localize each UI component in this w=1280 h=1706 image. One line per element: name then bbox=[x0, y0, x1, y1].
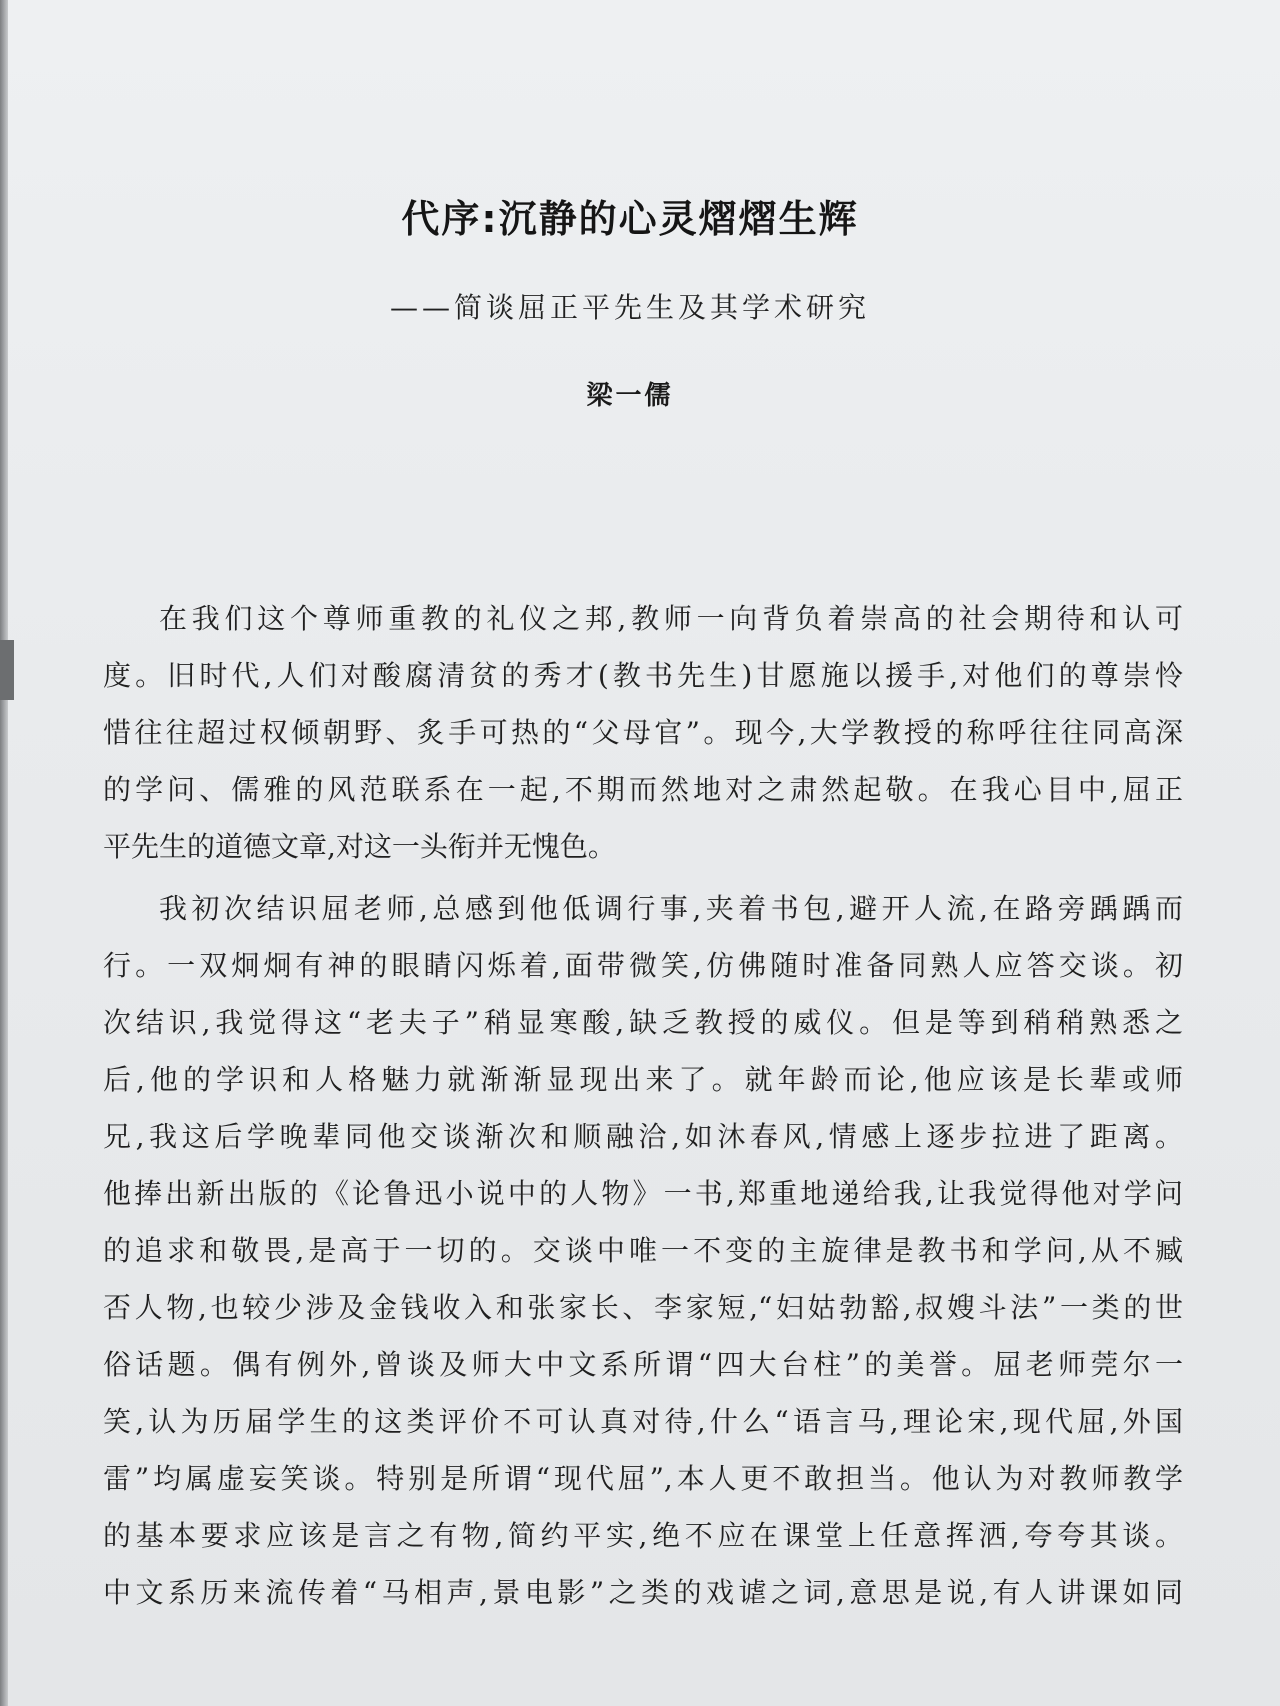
text-line: 惜往往超过权倾朝野、炙手可热的“父母官”。现今,大学教授的称呼往往同高深 bbox=[103, 716, 1183, 749]
text-line: 的学问、儒雅的风范联系在一起,不期而然地对之肃然起敬。在我心目中,屈正 bbox=[103, 773, 1183, 806]
paragraph-1 bbox=[103, 590, 1183, 875]
paragraph-2 bbox=[103, 880, 1183, 1621]
text-line: 平先生的道德文章,对这一头衔并无愧色。 bbox=[103, 830, 616, 863]
text-line: 度。旧时代,人们对酸腐清贫的秀才(教书先生)甘愿施以援手,对他们的尊崇怜 bbox=[103, 659, 1183, 692]
text-line: 俗话题。偶有例外,曾谈及师大中文系所谓“四大台柱”的美誉。屈老师莞尔一 bbox=[103, 1348, 1183, 1381]
text-line: 后,他的学识和人格魅力就渐渐显现出来了。就年龄而论,他应该是长辈或师 bbox=[103, 1063, 1183, 1096]
text-line: 在我们这个尊师重教的礼仪之邦,教师一向背负着崇高的社会期待和认可 bbox=[159, 602, 1183, 635]
text-line: 兄,我这后学晚辈同他交谈渐次和顺融洽,如沐春风,情感上逐步拉进了距离。 bbox=[103, 1120, 1183, 1153]
text-line: 笑,认为历届学生的这类评价不可认真对待,什么“语言马,理论宋,现代屈,外国 bbox=[103, 1405, 1183, 1438]
text-line: 的追求和敬畏,是高于一切的。交谈中唯一不变的主旋律是教书和学问,从不臧 bbox=[103, 1234, 1183, 1267]
text-line: 我初次结识屈老师,总感到他低调行事,夹着书包,避开人流,在路旁踽踽而 bbox=[159, 892, 1183, 925]
text-line: 次结识,我觉得这“老夫子”稍显寒酸,缺乏教授的威仪。但是等到稍稍熟悉之 bbox=[103, 1006, 1183, 1039]
text-line: 中文系历来流传着“马相声,景电影”之类的戏谑之词,意思是说,有人讲课如同 bbox=[103, 1576, 1183, 1609]
chapter-subtitle: ——简谈屈正平先生及其学术研究 bbox=[389, 291, 870, 324]
text-line: 否人物,也较少涉及金钱收入和张家长、李家短,“妇姑勃豁,叔嫂斗法”一类的世 bbox=[103, 1291, 1183, 1324]
body-text bbox=[103, 590, 1183, 1621]
text-line: 行。一双炯炯有神的眼睛闪烁着,面带微笑,仿佛随时准备同熟人应答交谈。初 bbox=[103, 949, 1183, 982]
author-name: 梁一儒 bbox=[586, 381, 674, 411]
chapter-title: 代序:沉静的心灵熠熠生辉 bbox=[401, 197, 859, 241]
text-line: 他捧出新出版的《论鲁迅小说中的人物》一书,郑重地递给我,让我觉得他对学问 bbox=[103, 1177, 1183, 1210]
text-line: 的基本要求应该是言之有物,简约平实,绝不应在课堂上任意挥洒,夸夸其谈。 bbox=[103, 1519, 1183, 1552]
text-line: 雷”均属虚妄笑谈。特别是所谓“现代屈”,本人更不敢担当。他认为对教师教学 bbox=[103, 1462, 1183, 1495]
